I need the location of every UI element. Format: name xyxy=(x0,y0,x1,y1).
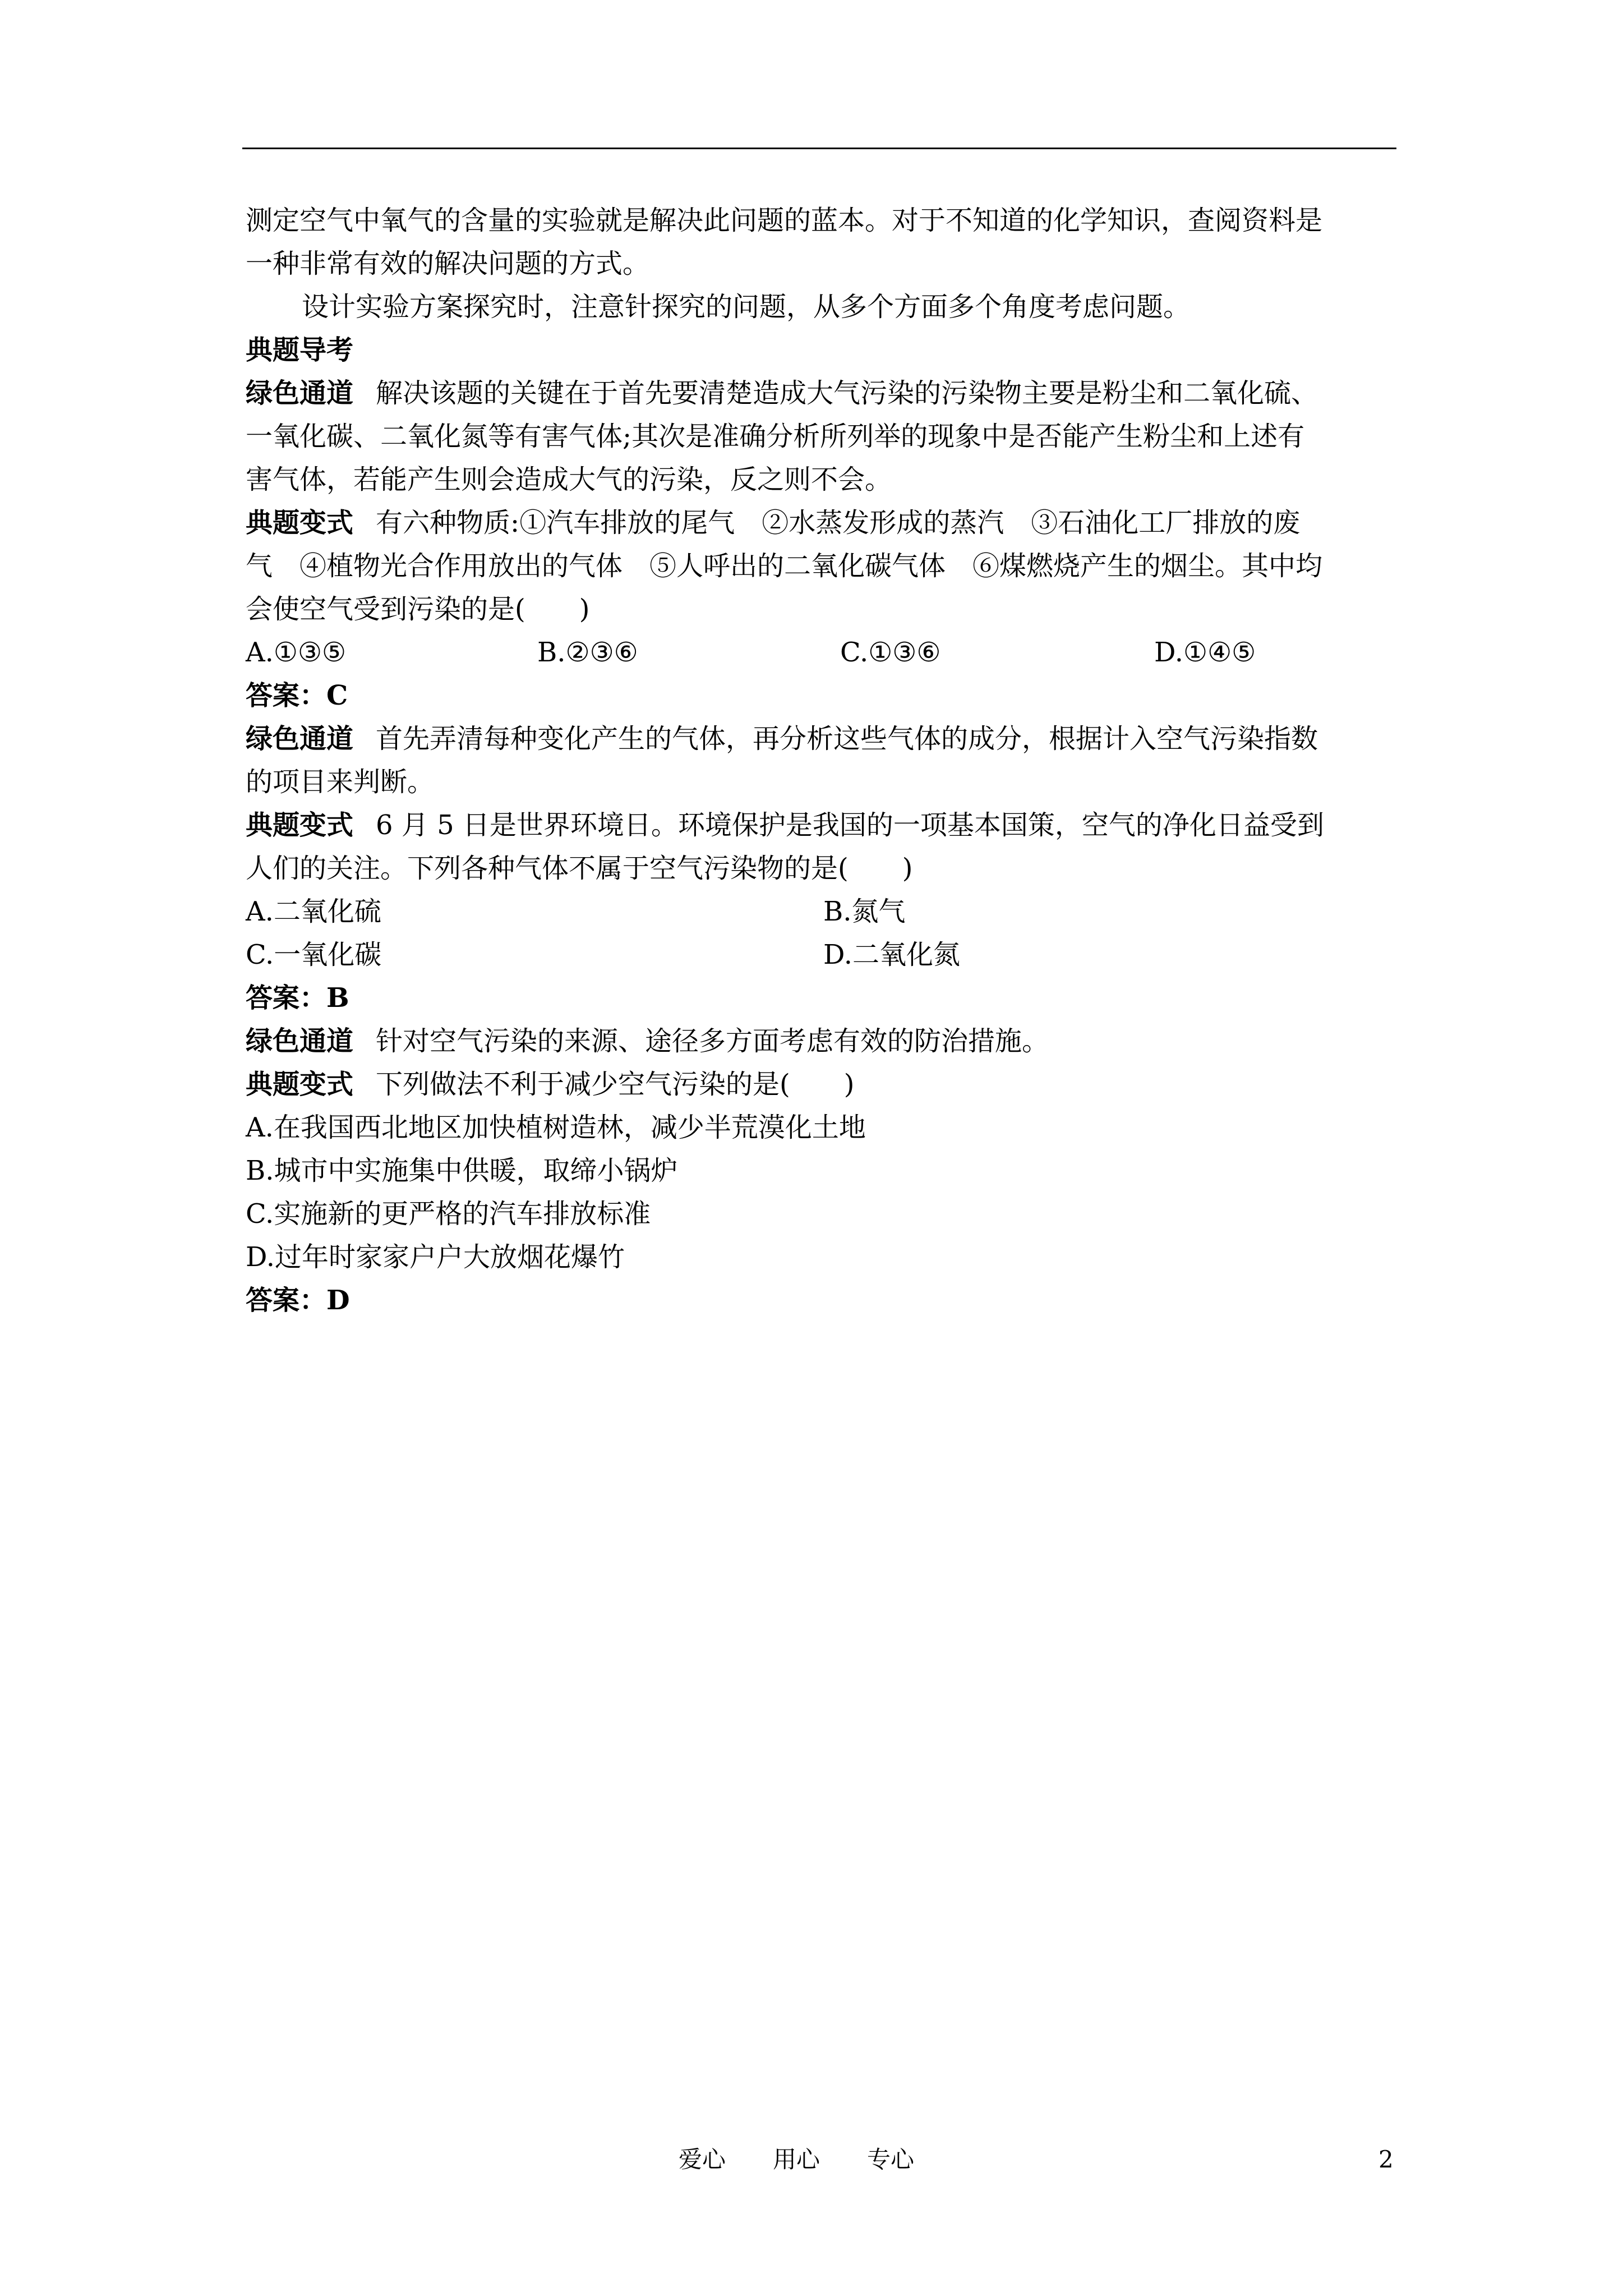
section-title: 典题导考 xyxy=(246,334,354,366)
option-b: B.氮气 xyxy=(823,896,906,927)
question-label: 典题变式 xyxy=(246,1069,354,1100)
answer: 答案：D xyxy=(246,1285,350,1316)
option-a: A.二氧化硫 xyxy=(246,896,381,927)
guidance-label: 绿色通道 xyxy=(246,723,354,754)
option-c: C.实施新的更严格的汽车排放标准 xyxy=(246,1198,651,1230)
option-a: A.在我国西北地区加快植树造林，减少半荒漠化土地 xyxy=(246,1112,866,1143)
page-number: 2 xyxy=(1378,2146,1394,2173)
guidance-label: 绿色通道 xyxy=(246,1025,354,1057)
question-line: 人们的关注。下列各种气体不属于空气污染物的是( ) xyxy=(246,853,913,884)
guidance-line: 害气体，若能产生则会造成大气的污染，反之则不会。 xyxy=(246,464,892,495)
question-paragraph xyxy=(246,501,1401,545)
option-a: A.①③⑤ xyxy=(246,637,347,668)
answer: 答案：C xyxy=(246,680,348,711)
option-d: D.二氧化氮 xyxy=(823,939,961,970)
option-d: D.过年时家家户户大放烟花爆竹 xyxy=(246,1241,625,1273)
guidance-text: 首先弄清每种变化产生的气体，再分析这些气体的成分，根据计入空气污染指数 xyxy=(376,723,1318,754)
question-label: 典题变式 xyxy=(246,809,354,841)
answer-options xyxy=(246,933,1401,977)
guidance-paragraph xyxy=(246,372,1401,415)
document-body xyxy=(246,199,1401,1322)
question-line: 气 ④植物光合作用放出的气体 ⑤人呼出的二氧化碳气体 ⑥煤燃烧产生的烟尘。其中均 xyxy=(246,550,1323,582)
option-d: D.①④⑤ xyxy=(1154,637,1256,668)
option-b: B.城市中实施集中供暖，取缔小锅炉 xyxy=(246,1155,678,1186)
answer-options xyxy=(246,890,1401,933)
guidance-label: 绿色通道 xyxy=(246,378,354,409)
guidance-line: 一氧化碳、二氧化氮等有害气体;其次是准确分析所列举的现象中是否能产生粉尘和上述有 xyxy=(246,421,1305,452)
answer: 答案：B xyxy=(246,982,349,1014)
option-c: C.一氧化碳 xyxy=(246,939,382,970)
question-text: 下列做法不利于减少空气污染的是( ) xyxy=(376,1069,855,1100)
guidance-text: 解决该题的关键在于首先要清楚造成大气污染的污染物主要是粉尘和二氧化硫、 xyxy=(376,378,1318,409)
question-text: 6 月 5 日是世界环境日。环境保护是我国的一项基本国策，空气的净化日益受到 xyxy=(376,809,1324,841)
question-text: 有六种物质:①汽车排放的尾气 ②水蒸发形成的蒸汽 ③石油化工厂排放的废 xyxy=(376,507,1301,539)
intro-line: 一种非常有效的解决问题的方式。 xyxy=(246,248,650,279)
question-label: 典题变式 xyxy=(246,507,354,539)
question-paragraph xyxy=(246,1063,1401,1106)
question-paragraph xyxy=(246,804,1401,847)
guidance-paragraph xyxy=(246,717,1401,761)
header-rule xyxy=(242,148,1396,149)
footer-motto: 爱心 用心 专心 xyxy=(679,2146,915,2173)
intro-line: 设计实验方案探究时，注意针探究的问题，从多个方面多个角度考虑问题。 xyxy=(302,291,1191,323)
guidance-text: 针对空气污染的来源、途径多方面考虑有效的防治措施。 xyxy=(376,1025,1049,1057)
intro-line: 测定空气中氧气的含量的实验就是解决此问题的蓝本。对于不知道的化学知识，查阅资料是 xyxy=(246,205,1323,236)
guidance-line: 的项目来判断。 xyxy=(246,766,435,798)
answer-options xyxy=(246,631,1401,674)
option-b: B.②③⑥ xyxy=(537,637,638,668)
guidance-paragraph xyxy=(246,1020,1401,1063)
option-c: C.①③⑥ xyxy=(840,637,941,668)
question-line: 会使空气受到污染的是( ) xyxy=(246,593,590,625)
